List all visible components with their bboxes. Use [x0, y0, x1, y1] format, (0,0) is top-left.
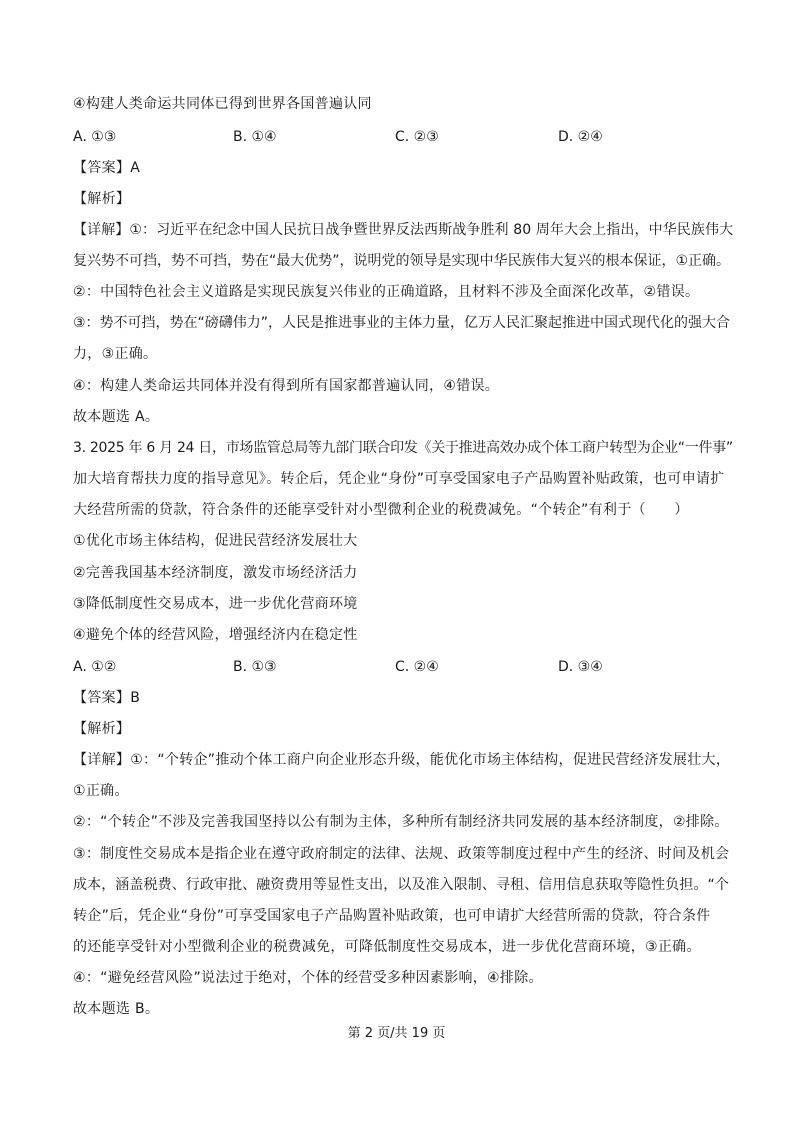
- detail-line: ③：势不可挡，势在“磅礴伟力”，人民是推进事业的主体力量，亿万人民汇聚起推进中国式现代化的强大合: [73, 315, 731, 331]
- detail-line: 复兴势不可挡，势不可挡，势在“最大优势”，说明党的领导是实现中华民族伟大复兴的根本保证，①正确。: [73, 253, 731, 269]
- option-b: B. ①④: [233, 129, 277, 145]
- answer-label: 【答案】A: [73, 160, 141, 176]
- option-a: A. ①②: [73, 659, 117, 675]
- question-item-4: ④避免个体的经营风险，增强经济内在稳定性: [73, 627, 358, 643]
- conclusion-line: 故本题选 B。: [73, 1001, 160, 1017]
- detail-line: ④：构建人类命运共同体并没有得到所有国家都普遍认同，④错误。: [73, 378, 500, 394]
- question-item-1: ①优化市场主体结构，促进民营经济发展壮大: [73, 533, 358, 549]
- detail-line: ④：“避免经营风险”说法过于绝对，个体的经营受多种因素影响，④排除。: [73, 970, 543, 986]
- analysis-label: 【解析】: [73, 191, 131, 207]
- question-item-4: ④构建人类命运共同体已得到世界各国普遍认同: [73, 96, 372, 112]
- option-c: C. ②④: [395, 659, 439, 675]
- detail-line: ③：制度性交易成本是指企业在遵守政府制定的法律、法规、政策等制度过程中产生的经济、时间及机会: [73, 846, 730, 862]
- detail-line: 力，③正确。: [73, 346, 158, 362]
- detail-line: ②：中国特色社会主义道路是实现民族复兴伟业的正确道路，且材料不涉及全面深化改革，②错误。: [73, 284, 700, 300]
- option-d: D. ③④: [558, 659, 603, 675]
- detail-line: ①正确。: [73, 783, 129, 799]
- detail-line: 转企”后，凭企业“身份”可享受国家电子产品购置补贴政策，也可申请扩大经营所需的贷款，符合条件: [73, 908, 711, 924]
- detail-line: 的还能享受针对小型微利企业的税费减免，可降低制度性交易成本，进一步优化营商环境，③正确。: [73, 939, 701, 955]
- question-item-2: ②完善我国基本经济制度，激发市场经济活力: [73, 565, 358, 581]
- question-stem-line: 3. 2025 年 6 月 24 日，市场监管总局等九部门联合印发《关于推进高效办成个体工商户转型为企业“一件事”: [73, 440, 733, 456]
- answer-options: [73, 658, 733, 676]
- answer-label: 【答案】B: [73, 690, 141, 706]
- conclusion-line: 故本题选 A。: [73, 409, 160, 425]
- detail-line: ②：“个转企”不涉及完善我国坚持以公有制为主体，多种所有制经济共同发展的基本经济制度，②排除。: [73, 814, 729, 830]
- option-a: A. ①③: [73, 129, 117, 145]
- detail-line: 【详解】①：习近平在纪念中国人民抗日战争暨世界反法西斯战争胜利 80 周年大会上指出，中华民族伟大: [73, 222, 734, 238]
- option-b: B. ①③: [233, 659, 277, 675]
- question-stem-line: 大经营所需的贷款，符合条件的还能享受针对小型微利企业的税费减免。“个转企”有利于（ ）: [73, 502, 689, 518]
- detail-line: 【详解】①：“个转企”推动个体工商户向企业形态升级，能优化市场主体结构，促进民营经济发展壮大，: [73, 752, 731, 768]
- analysis-label: 【解析】: [73, 721, 131, 737]
- page-number: 第 2 页/共 19 页: [347, 1026, 446, 1041]
- option-c: C. ②③: [395, 129, 439, 145]
- answer-options: [73, 128, 733, 146]
- question-item-3: ③降低制度性交易成本，进一步优化营商环境: [73, 596, 358, 612]
- option-d: D. ②④: [558, 129, 603, 145]
- question-stem-line: 加大培育帮扶力度的指导意见》。转企后，凭企业“身份”可享受国家电子产品购置补贴政策，也可申请扩: [73, 471, 725, 487]
- detail-line: 成本，涵盖税费、行政审批、融资费用等显性支出，以及准入限制、寻租、信用信息获取等隐性负担。“个: [73, 877, 729, 893]
